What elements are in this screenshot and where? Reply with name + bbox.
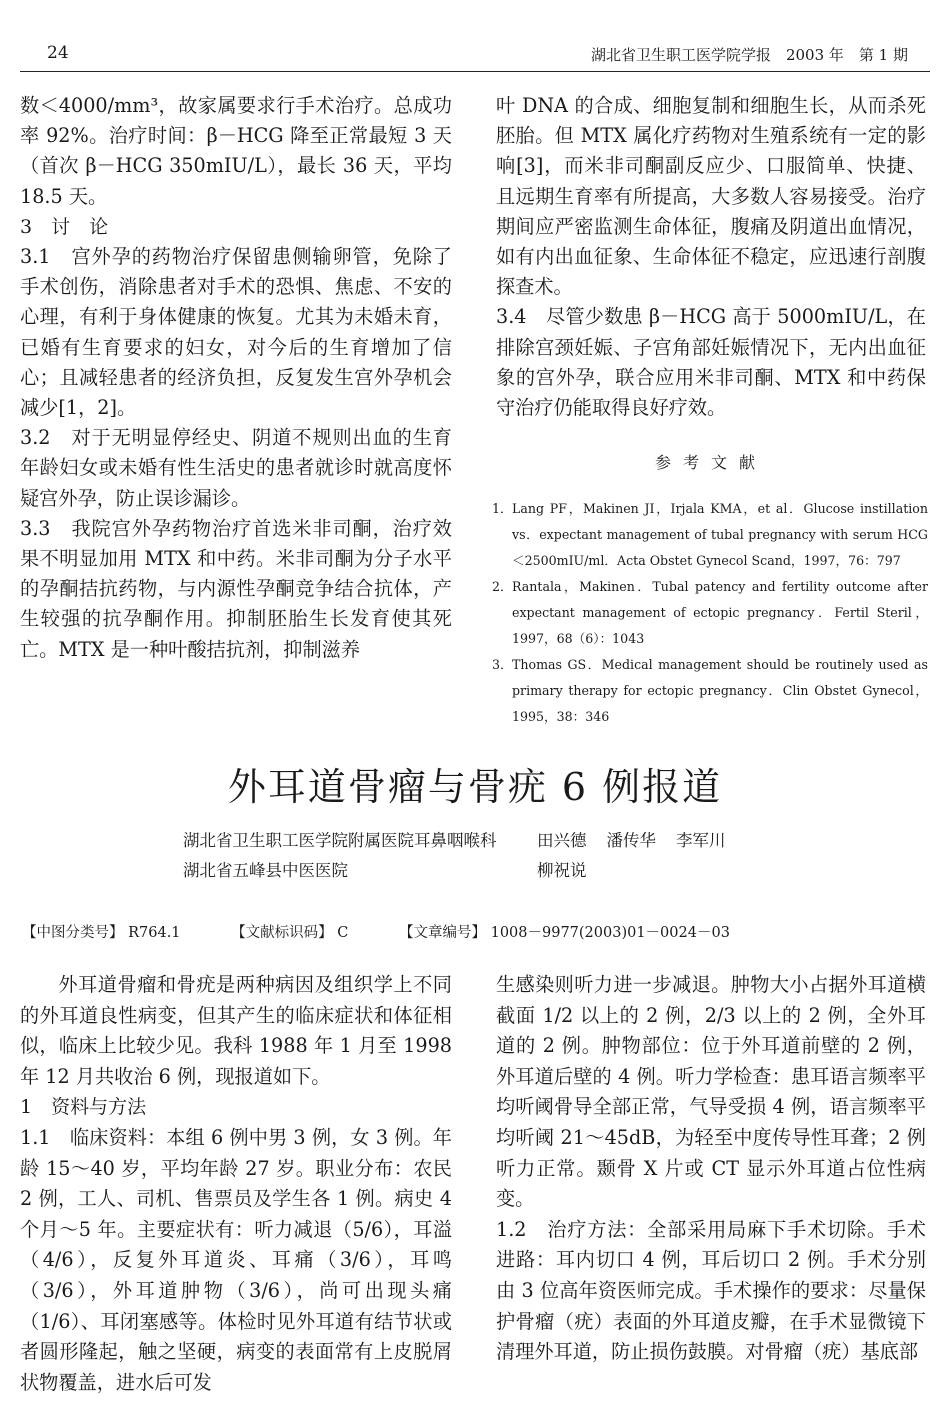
article-right-column (496, 970, 926, 1368)
author-name: 田兴德 (537, 831, 587, 850)
reference-text: Lang PF，Makinen JI，Irjala KMA，et al．Glucose instillation vs．expectant management of tubal pregnancy with serum HCG＜2500mIU/ml．Acta Obstet Gynecol Scand，1997，76：797 (512, 501, 928, 568)
authors (537, 826, 746, 886)
article-id-value: 1008－9977(2003)01－0024－03 (490, 925, 730, 941)
clc-label: 【中图分类号】 (22, 925, 124, 941)
paragraph: 叶 DNA 的合成、细胞复制和细胞生长，从而杀死胚胎。但 MTX 属化疗药物对生殖系统有一定的影响[3]，而米非司酮副反应少、口服简单、快捷、且远期生育率有所提高，大多数人容易接受。治疗期间应严密监测生命体征，腹痛及阴道出血情况，如有内出血征象、生命体征不稳定，应迅速行剖腹探查术。 (496, 94, 926, 299)
reference-number: 1． (492, 501, 513, 516)
affiliation-2: 湖北省五峰县中医医院 (183, 861, 348, 880)
paragraph: 3.4 尽管少数患 β－HCG 高于 5000mIU/L，在排除宫颈妊娠、子宫角部妊娠情况下，无内出血征象的宫外孕，联合应用米非司酮、MTX 和中药保守治疗仍能取得良好疗效。 (496, 305, 926, 420)
reference-text: Thomas GS．Medical management should be routinely used as primary therapy for ectopic pregnancy．Clin Obstet Gynecol，1995，38：346 (512, 657, 928, 724)
classification-line (22, 921, 730, 942)
article-left-column (20, 970, 452, 1398)
article-title: 外耳道骨瘤与骨疣 6 例报道 (227, 765, 723, 809)
paragraph: 3.2 对于无明显停经史、阴道不规则出血的生育年龄妇女或未婚有性生活史的患者就诊时就高度怀疑宫外孕，防止误诊漏诊。 (20, 426, 452, 510)
journal-header: 湖北省卫生职工医学院学报 2003 年 第 1 期 (590, 46, 908, 64)
paragraph: 数＜4000/mm³，故家属要求行手术治疗。总成功率 92%。治疗时间：β－HCG 降至正常最短 3 天（首次 β－HCG 350mIU/L），最长 36 天，平均 18.5 天。 (20, 94, 452, 208)
prev-article-right-column (496, 91, 926, 423)
paragraph: 生感染则听力进一步减退。肿物大小占据外耳道横截面 1/2 以上的 2 例，2/3 以上的 2 例，全外耳道的 2 例。肿物部位：位于外耳道前壁的 2 例，外耳道后壁的 4 例。听力学检查：患耳语言频率平均听阈骨导全部正常，气导受损 4 例，语言频率平均听阈 21～45dB，为轻至中度传导性耳聋；2 例听力正常。颞骨 X 片或 CT 显示外耳道占位性病变。 (496, 973, 926, 1211)
paragraph: 1.1 临床资料：本组 6 例中男 3 例，女 3 例。年龄 15～40 岁，平均年龄 27 岁。职业分布：农民 2 例，工人、司机、售票员及学生各 1 例。病史 4 个月～5 年。主要症状有：听力减退（5/6），耳溢（4/6），反复外耳道炎、耳痛（3/6），耳鸣（3/6），外耳道肿物（3/6），尚可出现头痛（1/6）、耳闭塞感等。体检时见外耳道有结节状或者圆形隆起，触之坚硬，病变的表面常有上皮脱屑状物覆盖，进水后可发 (20, 1125, 452, 1394)
reference-number: 3． (492, 657, 513, 672)
section-heading: 1 资料与方法 (20, 1096, 147, 1119)
paragraph: 1.2 治疗方法：全部采用局麻下手术切除。手术进路：耳内切口 4 例，耳后切口 2 例。手术分别由 3 位高年资医师完成。手术操作的要求：尽量保护骨瘤（疣）表面的外耳道皮瓣，在手术显微镜下清理外耳道，防止损伤鼓膜。对骨瘤（疣）基底部 (496, 1217, 926, 1364)
article-id-label: 【文章编号】 (398, 925, 486, 941)
references-title: 参考文献 (654, 453, 767, 472)
affiliations (183, 826, 497, 886)
reference-number: 2． (492, 579, 513, 594)
doc-code-label: 【文献标识码】 (231, 925, 333, 941)
author-line-2: 柳祝说 (537, 861, 587, 880)
author-name: 李军川 (676, 831, 726, 850)
doc-code-value: C (337, 925, 349, 941)
paragraph: 3.3 我院宫外孕药物治疗首选米非司酮，治疗效果不明显加用 MTX 和中药。米非司酮为分子水平的孕酮拮抗药物，与内源性孕酮竞争结合抗体，产生较强的抗孕酮作用。抑制胚胎生长发育使其死亡。MTX 是一种叶酸拮抗剂，抑制滋养 (20, 516, 452, 661)
reference-item (492, 652, 928, 730)
header-rule (20, 71, 930, 72)
paragraph: 3.1 宫外孕的药物治疗保留患侧输卵管，免除了手术创伤，消除患者对手术的恐惧、焦虑、不安的心理，有利于身体健康的恢复。尤其为未婚未育，已婚有生育要求的妇女，对今后的生育增加了信心；且减轻患者的经济负担，反复发生宫外孕机会减少[1，2]。 (20, 245, 452, 420)
prev-article-left-column (20, 91, 452, 665)
reference-item (492, 496, 928, 574)
reference-list (492, 496, 928, 730)
clc-value: R764.1 (128, 925, 181, 941)
author-line-1 (537, 826, 746, 856)
author-name: 潘传华 (606, 831, 656, 850)
paragraph: 外耳道骨瘤和骨疣是两种病因及组织学上不同的外耳道良性病变，但其产生的临床症状和体征相似，临床上比较少见。我科 1988 年 1 月至 1998 年 12 月共收治 6 例，现报道如下。 (20, 973, 452, 1088)
section-heading: 3 讨 论 (20, 215, 109, 238)
affiliation-1: 湖北省卫生职工医学院附属医院耳鼻咽喉科 (183, 831, 497, 850)
page-number: 24 (47, 43, 69, 63)
reference-text: Rantala，Makinen．Tubal patency and fertility outcome after expectant management of ectopic pregnancy．Fertil Steril，1997，68（6）：1043 (512, 579, 928, 646)
reference-item (492, 574, 928, 652)
